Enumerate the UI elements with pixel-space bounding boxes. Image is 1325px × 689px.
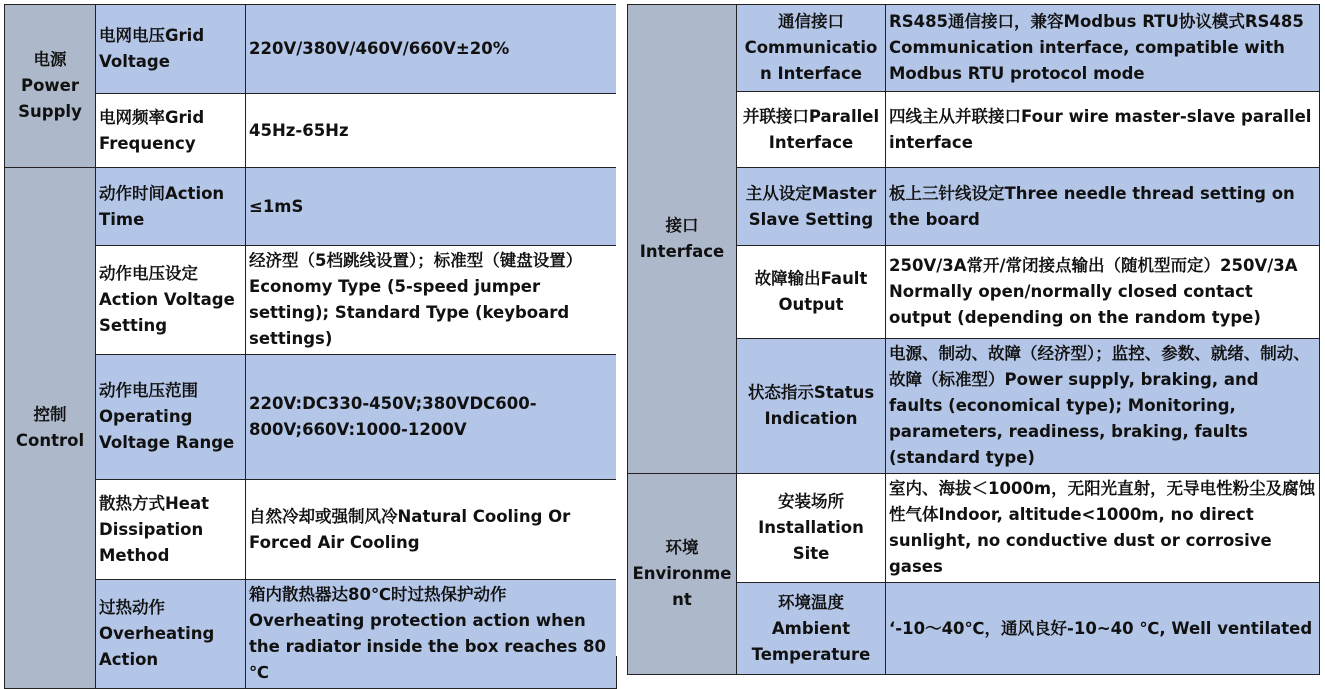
spec-name: 动作电压设定 Action Voltage Setting [96, 246, 246, 355]
right-spec-table [627, 4, 1320, 675]
spec-value: ‘-10～40℃，通风良好-10~40 ℃, Well ventilated [886, 583, 1320, 675]
spec-value: 220V/380V/460V/660V±20% [246, 5, 617, 94]
category-interface [628, 5, 737, 474]
column-gap [616, 4, 627, 656]
category-control [5, 168, 96, 689]
spec-value: 电源、制动、故障（经济型）；监控、参数、就绪、制动、故障（标准型）Power supply, braking, and faults (economical type); Monitoring, parameters, readiness, braking, faults (standard type) [886, 339, 1320, 474]
spec-name: 通信接口 Communication Interface [737, 5, 886, 92]
category-label: 电源 Power Supply [18, 50, 82, 121]
category-label: 环境 Environme nt [632, 538, 732, 609]
spec-name: 电网电压Grid Voltage [96, 5, 246, 94]
spec-name: 电网频率Grid Frequency [96, 94, 246, 168]
spec-name: 状态指示Status Indication [737, 339, 886, 474]
spec-value: 四线主从并联接口Four wire master-slave parallel interface [886, 92, 1320, 168]
spec-value: 箱内散热器达80℃时过热保护动作 Overheating protection action when the radiator inside the box reaches 80 ℃ [246, 580, 617, 689]
spec-name: 过热动作 Overheating Action [96, 580, 246, 689]
category-environment [628, 474, 737, 675]
spec-name: 动作电压范围 Operating Voltage Range [96, 355, 246, 480]
spec-name: 动作时间Action Time [96, 168, 246, 246]
category-power-supply [5, 5, 96, 168]
spec-name: 并联接口Parallel Interface [737, 92, 886, 168]
category-label: 接口 Interface [639, 216, 725, 261]
spec-value: 室内、海拔＜1000m，无阳光直射，无导电性粉尘及腐蚀性气体Indoor, altitude<1000m, no direct sunlight, no conductive dust or corrosive gases [886, 474, 1320, 583]
spec-value: 250V/3A常开/常闭接点输出（随机型而定）250V/3A Normally open/normally closed contact output (depending on the random type) [886, 246, 1320, 339]
spec-value: RS485通信接口，兼容Modbus RTU协议模式RS485 Communication interface, compatible with Modbus RTU protocol mode [886, 5, 1320, 92]
spec-value: 自然冷却或强制风冷Natural Cooling Or Forced Air Cooling [246, 480, 617, 580]
spec-value: 220V:DC330-450V;380VDC600-800V;660V:1000-1200V [246, 355, 617, 480]
category-label: 控制 Control [15, 405, 85, 450]
spec-value: 经济型（5档跳线设置）；标准型（键盘设置） Economy Type (5-speed jumper setting); Standard Type (keyboard settings) [246, 246, 617, 355]
spec-name: 主从设定Master Slave Setting [737, 168, 886, 246]
spec-name: 环境温度Ambient Temperature [737, 583, 886, 675]
spec-name: 安装场所 Installation Site [737, 474, 886, 583]
spec-value: 板上三针线设定Three needle thread setting on the board [886, 168, 1320, 246]
spec-value: ≤1mS [246, 168, 617, 246]
spec-name: 散热方式Heat Dissipation Method [96, 480, 246, 580]
spec-value: 45Hz-65Hz [246, 94, 617, 168]
left-spec-table [4, 4, 617, 689]
spec-name: 故障输出Fault Output [737, 246, 886, 339]
